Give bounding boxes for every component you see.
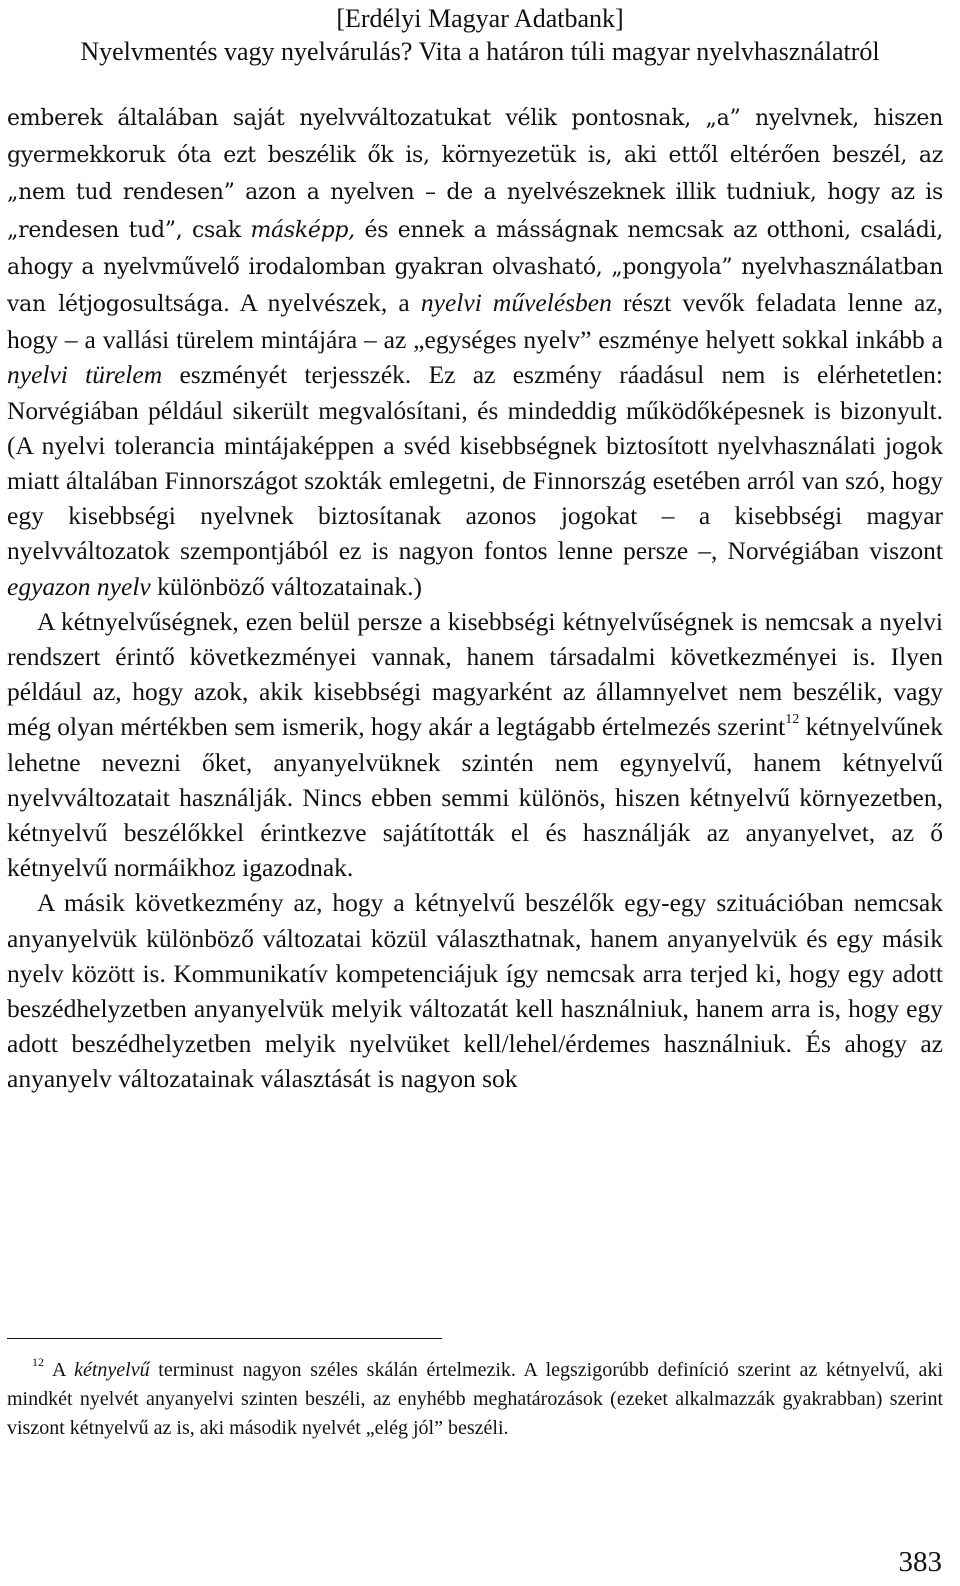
text-run: A kétnyelvűségnek, ezen belül persze a kisebbségi kétnyelvűségnek is nemcsak a nyelvi rendszert érintő következményei vannak, hanem társadalmi következményei is. Ilyen például az, hogy azok, akik kisebbségi magyarként az államnyelvet nem beszélik, vagy még olyan mértékben sem ismerik, hogy akár a legtágabb értelmezés szerint <box>7 606 943 742</box>
text-run: A nyelvészek, a <box>229 288 421 318</box>
page-header <box>0 2 960 68</box>
italic-run: nyelvi türelem <box>7 360 163 390</box>
text-run: különböző változatainak.) <box>150 571 422 601</box>
paragraph-1-opening <box>7 106 943 317</box>
text-run: eszményét terjesszék. Ez az eszmény ráadásul nem is elérhetetlen: Norvégiában például sikerült megvalósítani, és mindeddig működőképesnek is bizonyult. (A nyelvi tolerancia mintájaképpen a svéd kisebbségnek biztosított nyelvhasználati jogok miatt általában Finnországot szokták emlegetni, de Finnország esetében arról van szó, hogy egy kisebbségi nyelvnek biztosítanak azonos jogokat – a kisebbségi magyar nyelvváltozatok szempontjából ez is nagyon fontos lenne persze –, Norvégiában viszont <box>7 360 944 566</box>
paragraph-3: A másik következmény az, hogy a kétnyelvű beszélők egy-egy szituációban nemcsak anyanyelvük különböző változatai közül választhatnak, hanem anyanyelvük és egy másik nyelv között is. Kommunikatív kompetenciájuk így nemcsak arra terjed ki, hogy egy adott beszédhelyzetben anyanyelvük melyik változatát kell használniuk, hanem arra is, hogy egy adott beszédhelyzetben melyik nyelvüket kell/lehel/érdemes használniuk. És ahogy az anyanyelv változatainak választását is nagyon sok <box>7 888 943 1094</box>
main-text <box>7 99 943 1097</box>
italic-run: másképp, <box>250 217 355 243</box>
text-run: A <box>52 1359 75 1381</box>
footnote <box>7 1356 943 1443</box>
italic-run: egyazon nyelv <box>7 571 151 601</box>
header-source: [Erdélyi Magyar Adatbank] <box>336 4 624 33</box>
footnote-reference[interactable]: 12 <box>785 712 800 728</box>
footnote-number: 12 <box>32 1355 44 1369</box>
text-run: terminust nagyon széles skálán értelmezik. A legszigorúbb definíció szerint az kétnyelvű, aki mindkét nyelvét anyanyelvi szinten beszéli, az enyhébb meghatározások (ezeket alkalmazzák gyakrabban) szerint viszont kétnyelvű az is, aki második nyelvét „elég jól” beszéli. <box>7 1359 943 1439</box>
text-run: és ennek a másságnak nemcsak az otthoni, családi, ahogy a nyelvművelő irodalomban gyakran olvasható, „pongyola” nyelvhasználatban van létjogosultsága. <box>7 217 943 318</box>
italic-run: kétnyelvű <box>74 1359 150 1381</box>
page-number: 383 <box>898 1546 942 1578</box>
text-run: emberek általában saját nyelvváltozatukat vélik pontosnak, „a” nyelvnek, hiszen gyermekkoruk óta ezt beszélik ők is, környezetük is, aki ettől eltérően beszél, az „nem tud rendesen” azon a nyelven – de a nyelvészeknek illik tudniuk, hogy az is „rendesen tud”, csak <box>7 106 943 243</box>
footnote-separator <box>7 1338 442 1339</box>
text-run: részt vevők feladata lenne az, hogy – a vallási türelem mintájára – az „egységes nyelv” eszménye helyett sokkal inkább a <box>7 288 944 355</box>
text-run: kétnyelvűnek lehetne nevezni őket, anyanyelvüknek szintén nem egynyelvű, hanem kétnyelvű nyelvváltozatait használják. Nincs ebben semmi különös, hiszen kétnyelvű környezetben, kétnyelvű beszélőkkel érintkezve sajátították el és használják az anyanyelvet, az ő kétnyelvű normáikhoz igazodnak. <box>7 712 943 883</box>
italic-run: nyelvi művelésben <box>420 288 612 318</box>
paragraph-1 <box>7 99 943 604</box>
header-title: Nyelvmentés vagy nyelvárulás? Vita a határon túli magyar nyelvhasználatról <box>80 37 880 66</box>
paragraph-2 <box>7 604 943 886</box>
